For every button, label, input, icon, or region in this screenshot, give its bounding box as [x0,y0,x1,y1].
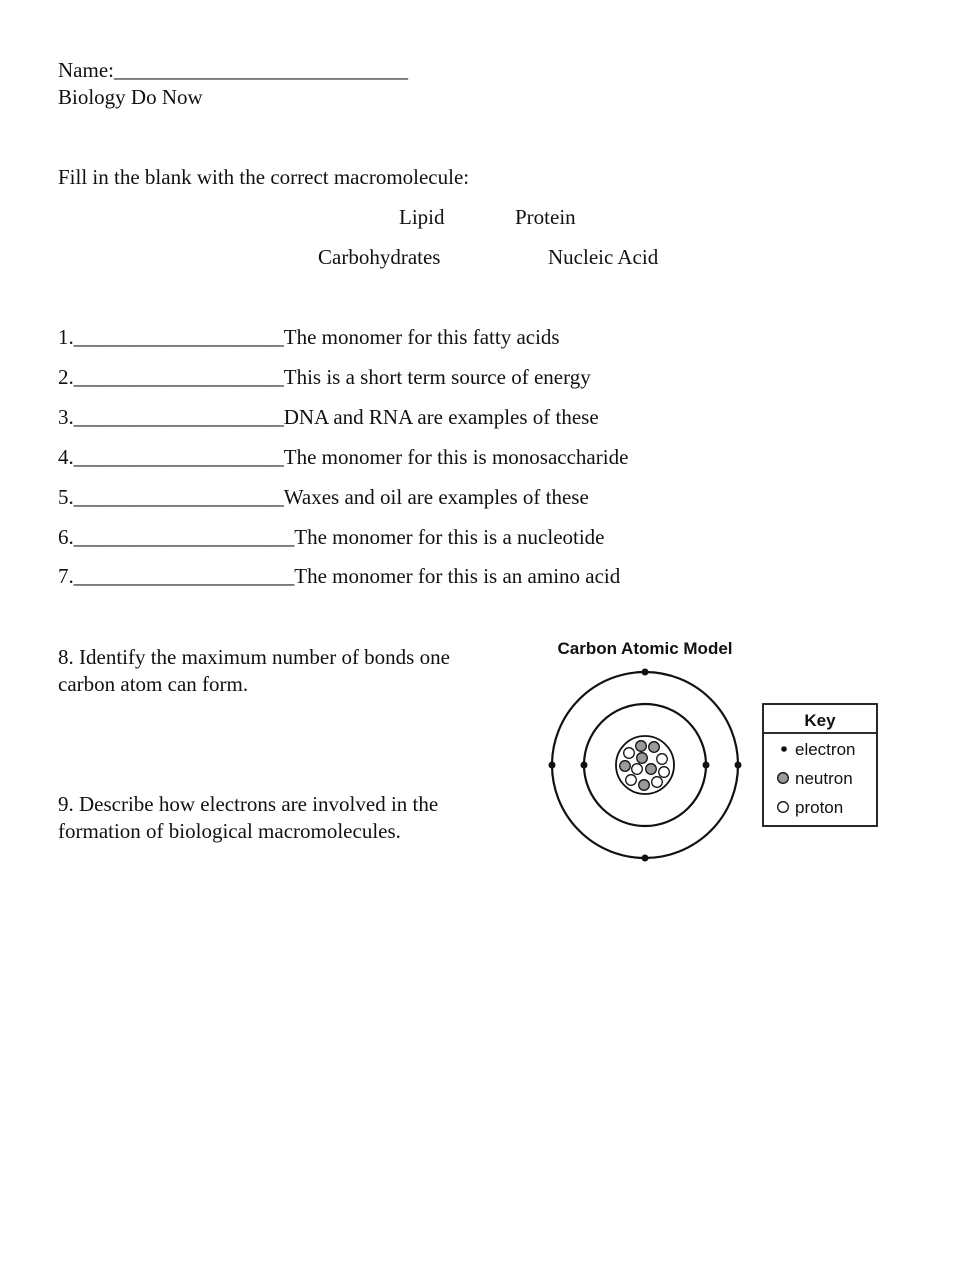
electron [642,669,649,676]
word-bank-carbohydrates: Carbohydrates [318,245,441,269]
outer-electron-shell [552,672,738,858]
electron [703,762,710,769]
key-proton-swatch [778,802,789,813]
question-8-line-1: 8. Identify the maximum number of bonds one [58,645,450,669]
question-6 [58,524,605,551]
answer-blank[interactable]: ____________________ [73,485,284,509]
proton [624,748,635,759]
proton [657,754,668,765]
key-proton-label: proton [795,798,844,817]
question-4 [58,444,628,471]
diagram-title: Carbon Atomic Model [557,639,733,658]
question-3 [58,404,599,431]
instructions: Fill in the blank with the correct macromolecule: [58,165,470,189]
question-1 [58,324,560,351]
question-text: The monomer for this is an amino acid [294,564,621,588]
nucleus [620,741,670,791]
neutron [636,741,647,752]
proton [652,777,663,788]
name-label: Name: [58,58,114,82]
question-text: Waxes and oil are examples of these [283,485,589,509]
answer-blank[interactable]: ____________________ [73,365,284,389]
answer-blank[interactable]: ____________________ [73,405,284,429]
key-legend [763,704,877,826]
answer-blank[interactable]: ____________________ [73,445,284,469]
electron [581,762,588,769]
question-number: 3. [58,405,74,429]
word-bank-nucleic-acid: Nucleic Acid [548,245,659,269]
electron [735,762,742,769]
answer-blank[interactable]: _____________________ [73,525,295,549]
key-title: Key [804,711,836,730]
question-text: The monomer for this fatty acids [283,325,560,349]
answer-blank[interactable]: ____________________ [73,325,284,349]
word-bank-protein: Protein [515,205,576,229]
question-7 [58,563,620,590]
question-number: 7. [58,564,74,588]
neutron [620,761,631,772]
question-9-line-2: formation of biological macromolecules. [58,819,401,843]
neutron [637,753,648,764]
question-9-line-1: 9. Describe how electrons are involved in the [58,792,439,816]
question-number: 2. [58,365,74,389]
question-text: The monomer for this is a nucleotide [294,525,605,549]
key-electron-swatch [781,746,787,752]
question-text: DNA and RNA are examples of these [283,405,599,429]
neutron [639,780,650,791]
key-neutron-label: neutron [795,769,853,788]
question-8-line-2: carbon atom can form. [58,672,249,696]
electron [642,855,649,862]
neutron [649,742,660,753]
inner-electron-shell [584,704,706,826]
question-2 [58,364,591,391]
question-5 [58,484,589,511]
question-text: The monomer for this is monosaccharide [283,445,629,469]
course-title: Biology Do Now [58,85,203,109]
key-neutron-swatch [778,773,789,784]
proton [626,775,637,786]
name-field[interactable] [58,57,408,84]
electron [549,762,556,769]
carbon-atomic-model-diagram [540,630,890,880]
answer-blank[interactable]: _____________________ [73,564,295,588]
question-text: This is a short term source of energy [283,365,591,389]
word-bank-lipid: Lipid [399,205,445,229]
question-number: 6. [58,525,74,549]
question-number: 1. [58,325,74,349]
question-number: 4. [58,445,74,469]
proton [632,764,643,775]
neutron [646,764,657,775]
proton [659,767,670,778]
question-number: 5. [58,485,74,509]
name-blank[interactable]: ____________________________ [113,58,408,82]
key-electron-label: electron [795,740,856,759]
